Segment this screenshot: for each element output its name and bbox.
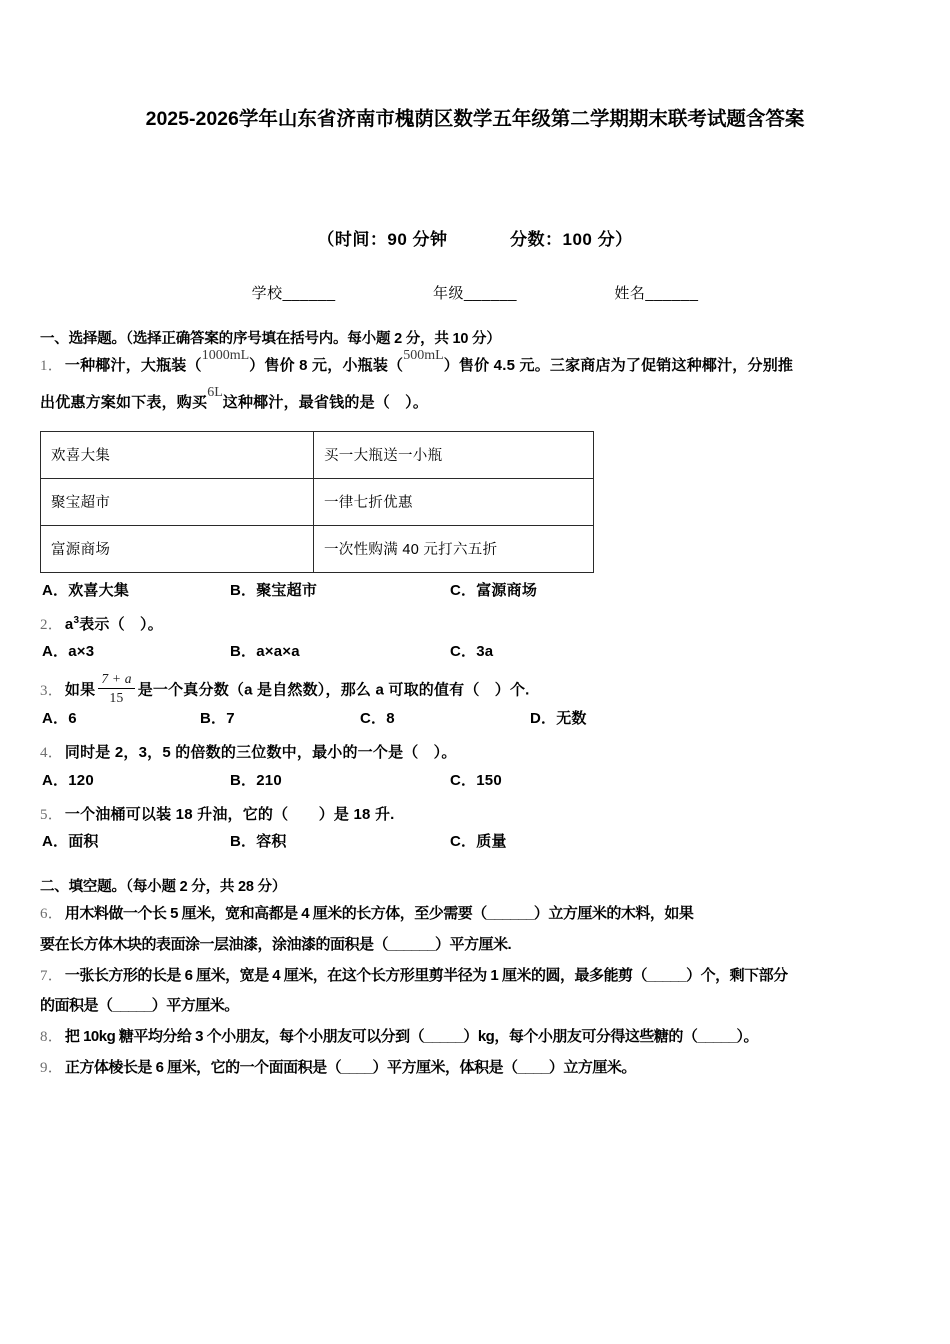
option-label: B． [230, 643, 257, 661]
school-field[interactable]: 学校______ [251, 285, 336, 303]
question-6-number: 6． [40, 906, 63, 923]
option-label: D． [530, 709, 557, 727]
question-1-text-c: ）售价 4.5 元。三家商店为了促销这种椰汁，分别推 [443, 357, 794, 375]
option-label: A． [42, 771, 69, 789]
question-6-line-1 [40, 899, 910, 930]
option-label: B． [230, 771, 257, 789]
name-field[interactable]: 姓名______ [614, 285, 699, 303]
question-4-options [40, 769, 910, 800]
question-7 [40, 961, 910, 1023]
option-1-c[interactable] [450, 579, 537, 600]
option-4-b[interactable] [230, 769, 282, 790]
question-7-number: 7． [40, 967, 63, 984]
option-text: 聚宝超市 [256, 581, 318, 599]
question-2-options [40, 640, 910, 671]
section-heading-choice: 一、选择题。（选择正确答案的序号填在括号内。每小题 2 分，共 10 分） [40, 331, 501, 348]
option-text: 质量 [476, 833, 507, 851]
option-3-d[interactable] [530, 707, 587, 728]
option-5-a[interactable] [42, 830, 99, 851]
question-7-line-2 [40, 991, 910, 1022]
question-1-text-b: ）售价 8 元，小瓶装（ [249, 357, 404, 375]
option-text: a×a×a [256, 643, 300, 661]
exam-duration: （时间：90 分钟 [317, 230, 448, 250]
option-label: A． [42, 709, 69, 727]
section-heading-blank: 二、填空题。（每小题 2 分，共 28 分） [40, 879, 287, 896]
question-6-text-1: 用木料做一个长 5 厘米，宽和高都是 4 厘米的长方体，至少需要（______）立方厘米的木料，如果 [64, 905, 694, 923]
question-2-text: 表示（ ）。 [79, 615, 163, 633]
option-2-a[interactable] [42, 640, 94, 661]
question-6-line-2 [40, 930, 910, 961]
store-name: 富源商场 [41, 525, 314, 572]
option-text: 8 [386, 709, 395, 727]
option-label: B． [200, 709, 227, 727]
option-text: 210 [256, 771, 282, 789]
question-5 [40, 800, 910, 831]
table-row [41, 478, 594, 525]
question-7-text-2: 的面积是（_____）平方厘米。 [40, 997, 239, 1015]
option-text: 容积 [256, 833, 287, 851]
option-text: 3a [476, 643, 494, 661]
option-text: 7 [226, 709, 235, 727]
option-text: 120 [68, 771, 94, 789]
option-label: B． [230, 833, 257, 851]
question-4-text: 同时是 2，3，5 的倍数的三位数中，最小的一个是（ ）。 [64, 743, 457, 761]
promo-detail: 一次性购满 40 元打六五折 [314, 525, 594, 572]
store-name: 聚宝超市 [41, 478, 314, 525]
question-2-number: 2． [40, 616, 63, 633]
question-1-text-e: 这种椰汁，最省钱的是（ ）。 [222, 393, 429, 411]
question-9-text: 正方体棱长是 6 厘米，它的一个面面积是（____）平方厘米，体积是（____）立方厘米。 [64, 1058, 636, 1076]
option-label: C． [450, 833, 477, 851]
option-text: 欢喜大集 [68, 581, 130, 599]
question-5-text: 一个油桶可以装 18 升油，它的（ ）是 18 升. [64, 805, 395, 823]
question-3-text-b: 是一个真分数（a 是自然数），那么 a 可取的值有（ ）个. [137, 682, 530, 700]
grade-field[interactable]: 年级______ [432, 285, 518, 303]
table-row [41, 525, 594, 572]
option-1-a[interactable] [42, 579, 129, 600]
student-info-row [40, 282, 910, 303]
promo-detail: 一律七折优惠 [314, 478, 594, 525]
question-9-number: 9． [40, 1059, 63, 1076]
option-text: 6 [68, 709, 77, 727]
exam-meta-row [40, 225, 910, 250]
option-2-b[interactable] [230, 640, 300, 661]
question-5-options [40, 830, 910, 861]
question-5-number: 5． [40, 806, 63, 823]
option-text: a×3 [68, 643, 95, 661]
question-2 [40, 610, 910, 641]
question-1-number: 1． [40, 358, 63, 375]
option-text: 面积 [68, 833, 99, 851]
option-3-b[interactable] [200, 707, 235, 728]
option-text: 150 [476, 771, 502, 789]
option-2-c[interactable] [450, 640, 493, 661]
fraction-numerator: 7 + a [98, 671, 134, 688]
option-label: A． [42, 833, 69, 851]
question-3 [40, 671, 910, 706]
fraction [98, 671, 134, 704]
option-4-c[interactable] [450, 769, 502, 790]
question-2-var: a [64, 615, 74, 633]
option-4-a[interactable] [42, 769, 94, 790]
question-3-number: 3． [40, 683, 63, 700]
option-label: C． [450, 643, 477, 661]
question-7-line-1 [40, 961, 910, 992]
question-4 [40, 738, 910, 769]
question-4-number: 4． [40, 744, 63, 761]
question-1-line-2 [40, 384, 910, 419]
question-3-text-a: 如果 [64, 682, 96, 700]
option-5-b[interactable] [230, 830, 287, 851]
question-1-options [40, 579, 910, 610]
question-1-text-a: 一种椰汁，大瓶装（ [64, 357, 202, 375]
question-1-text-d: 出优惠方案如下表，购买 [40, 393, 208, 411]
option-1-b[interactable] [230, 579, 317, 600]
store-name: 欢喜大集 [41, 431, 314, 478]
option-5-c[interactable] [450, 830, 507, 851]
option-3-a[interactable] [42, 707, 77, 728]
promo-detail: 买一大瓶送一小瓶 [314, 431, 594, 478]
option-label: B． [230, 581, 257, 599]
exam-total-score: 分数：100 分） [510, 230, 633, 250]
unit-1000ml: 1000mL [201, 348, 250, 364]
question-8-text: 把 10kg 糖平均分给 3 个小朋友，每个小朋友可以分到（_____）kg，每个小朋友可分得这些糖的（_____）。 [64, 1028, 759, 1046]
question-1 [40, 348, 910, 419]
unit-6l: 6L [207, 384, 223, 400]
fraction-denominator: 15 [109, 689, 124, 705]
option-text: 富源商场 [476, 581, 538, 599]
question-8 [40, 1022, 910, 1053]
question-9 [40, 1053, 910, 1084]
table-row [41, 431, 594, 478]
option-3-c[interactable] [360, 707, 395, 728]
option-text: 无数 [556, 709, 587, 727]
promotion-table [40, 431, 594, 573]
question-6 [40, 899, 910, 961]
unit-500ml: 500mL [403, 348, 444, 364]
option-label: C． [450, 771, 477, 789]
option-label: C． [360, 709, 387, 727]
question-2-exponent: 3 [73, 614, 80, 626]
page-title: 2025-2026学年山东省济南市槐荫区数学五年级第二学期期末联考试题含答案 [145, 108, 805, 130]
option-label: A． [42, 581, 69, 599]
question-8-number: 8． [40, 1029, 63, 1046]
question-3-options [40, 707, 910, 738]
question-7-text-1: 一张长方形的长是 6 厘米，宽是 4 厘米，在这个长方形里剪半径为 1 厘米的圆，最多能剪（_____）个，剩下部分 [64, 966, 788, 984]
option-label: A． [42, 643, 69, 661]
question-1-line-1 [40, 348, 910, 382]
option-label: C． [450, 581, 477, 599]
question-6-text-2: 要在长方体木块的表面涂一层油漆，涂油漆的面积是（______）平方厘米. [40, 935, 512, 953]
